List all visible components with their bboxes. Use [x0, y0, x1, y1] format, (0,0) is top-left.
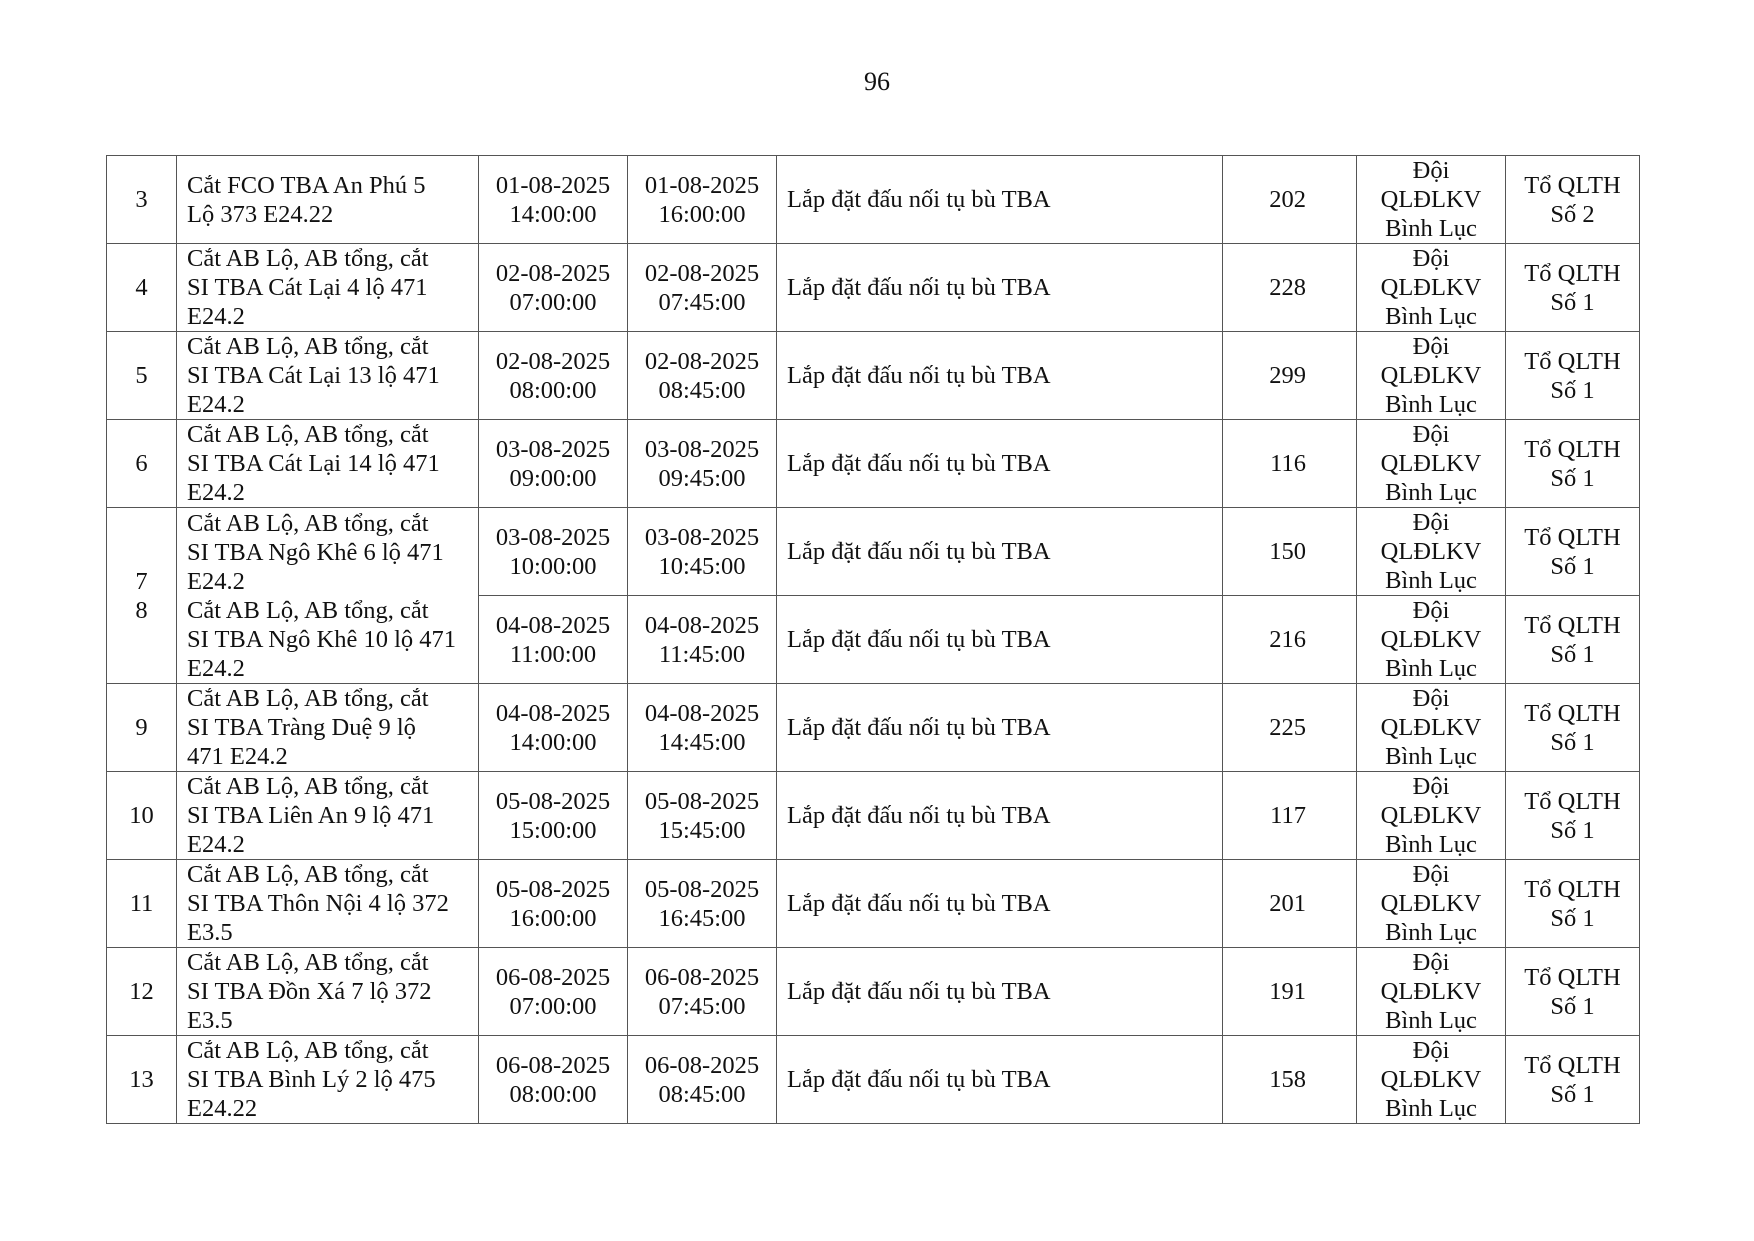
- unit-line: Đội: [1412, 597, 1450, 624]
- unit-line: Đội: [1412, 421, 1450, 448]
- unit-line: QLĐLKV: [1380, 1066, 1482, 1093]
- outage-schedule-table: [106, 155, 1640, 1124]
- row-number-cell: [107, 420, 177, 508]
- description-line: SI TBA Tràng Duệ 9 lộ: [187, 714, 416, 741]
- start-time: 09:00:00: [509, 464, 597, 492]
- start-date: 06-08-2025: [495, 963, 611, 991]
- unit-line: QLĐLKV: [1380, 186, 1482, 213]
- end-time: 08:45:00: [658, 1080, 746, 1108]
- start-date: 02-08-2025: [495, 347, 611, 375]
- customer-count-cell: [1223, 508, 1357, 596]
- customer-count-cell: [1223, 156, 1357, 244]
- unit-line: Đội: [1412, 1037, 1450, 1064]
- row-number-cell: [107, 508, 177, 684]
- customer-count: 191: [1269, 978, 1306, 1005]
- customer-count: 150: [1269, 538, 1306, 565]
- unit-line: QLĐLKV: [1380, 538, 1482, 565]
- start-date: 03-08-2025: [495, 435, 611, 463]
- customer-count-cell: [1223, 420, 1357, 508]
- description-line: Lộ 373 E24.22: [187, 200, 334, 228]
- work-content: Lắp đặt đấu nối tụ bù TBA: [787, 978, 1051, 1005]
- start-date: 05-08-2025: [495, 875, 611, 903]
- start-date: 03-08-2025: [495, 523, 611, 551]
- work-content: Lắp đặt đấu nối tụ bù TBA: [787, 626, 1051, 653]
- end-date: 02-08-2025: [644, 347, 760, 375]
- end-date: 01-08-2025: [644, 171, 760, 199]
- description-line: E24.2: [187, 654, 245, 682]
- end-time-cell: [628, 420, 777, 508]
- work-content-cell: [777, 332, 1223, 420]
- end-time-cell: [628, 948, 777, 1036]
- customer-count-cell: [1223, 1036, 1357, 1124]
- unit-cell: [1357, 860, 1506, 948]
- start-date: 01-08-2025: [495, 171, 611, 199]
- end-date: 05-08-2025: [644, 787, 760, 815]
- description-line: E24.2: [187, 479, 245, 506]
- end-time: 08:45:00: [658, 376, 746, 404]
- customer-count: 117: [1270, 802, 1306, 829]
- description-line: SI TBA Ngô Khê 6 lộ 471: [187, 538, 444, 566]
- table-row: [107, 508, 1640, 596]
- unit-cell: [1357, 772, 1506, 860]
- start-time-cell: [479, 1036, 628, 1124]
- row-number: 6: [135, 450, 148, 477]
- customer-count: 225: [1269, 714, 1306, 741]
- team-line: Số 1: [1550, 1080, 1595, 1108]
- description-line: Cắt AB Lộ, AB tổng, cắt: [187, 1037, 429, 1064]
- team-cell: [1506, 156, 1640, 244]
- start-date: 04-08-2025: [495, 699, 611, 727]
- work-content-cell: [777, 156, 1223, 244]
- team-cell: [1506, 332, 1640, 420]
- description-line: SI TBA Cát Lại 14 lộ 471: [187, 450, 440, 477]
- start-time: 10:00:00: [509, 552, 597, 580]
- unit-cell: [1357, 244, 1506, 332]
- end-time: 09:45:00: [658, 464, 746, 492]
- end-time-cell: [628, 244, 777, 332]
- start-time-cell: [479, 244, 628, 332]
- work-content-cell: [777, 508, 1223, 596]
- description-line: SI TBA Đồn Xá 7 lộ 372: [187, 978, 432, 1005]
- table-row: [107, 244, 1640, 332]
- outage-description-cell: [177, 244, 479, 332]
- outage-description-cell: [177, 420, 479, 508]
- table-row: [107, 420, 1640, 508]
- team-cell: [1506, 948, 1640, 1036]
- outage-description-cell: [177, 860, 479, 948]
- description-line: E3.5: [187, 1007, 233, 1034]
- unit-cell: [1357, 596, 1506, 684]
- end-date: 04-08-2025: [644, 699, 760, 727]
- team-line: Số 1: [1550, 728, 1595, 756]
- table-row: [107, 772, 1640, 860]
- team-line: Tổ QLTH: [1524, 699, 1621, 727]
- end-date: 03-08-2025: [644, 435, 760, 463]
- row-number: 7: [135, 567, 148, 595]
- team-line: Số 1: [1550, 464, 1595, 492]
- work-content-cell: [777, 684, 1223, 772]
- end-date: 06-08-2025: [644, 1051, 760, 1079]
- start-time-cell: [479, 596, 628, 684]
- description-line: E24.2: [187, 303, 245, 330]
- unit-line: QLĐLKV: [1380, 450, 1482, 477]
- team-line: Tổ QLTH: [1524, 171, 1621, 199]
- end-time: 16:45:00: [658, 904, 746, 932]
- unit-line: Bình Lục: [1385, 743, 1477, 770]
- row-number-cell: [107, 860, 177, 948]
- work-content: Lắp đặt đấu nối tụ bù TBA: [787, 1066, 1051, 1093]
- unit-line: Đội: [1412, 949, 1450, 976]
- unit-line: Bình Lục: [1385, 479, 1477, 506]
- end-time-cell: [628, 1036, 777, 1124]
- team-cell: [1506, 244, 1640, 332]
- end-time-cell: [628, 684, 777, 772]
- row-number-cell: [107, 772, 177, 860]
- work-content: Lắp đặt đấu nối tụ bù TBA: [787, 274, 1051, 301]
- start-time-cell: [479, 332, 628, 420]
- customer-count-cell: [1223, 772, 1357, 860]
- team-cell: [1506, 420, 1640, 508]
- end-date: 02-08-2025: [644, 259, 760, 287]
- unit-cell: [1357, 420, 1506, 508]
- team-line: Tổ QLTH: [1524, 523, 1621, 551]
- end-date: 05-08-2025: [644, 875, 760, 903]
- table-row: [107, 156, 1640, 244]
- customer-count: 158: [1269, 1066, 1306, 1093]
- customer-count-cell: [1223, 596, 1357, 684]
- work-content-cell: [777, 1036, 1223, 1124]
- unit-line: Đội: [1412, 861, 1450, 888]
- row-number-cell: [107, 948, 177, 1036]
- customer-count-cell: [1223, 332, 1357, 420]
- row-number: 5: [135, 362, 148, 389]
- unit-line: QLĐLKV: [1380, 626, 1482, 653]
- customer-count: 299: [1269, 362, 1306, 389]
- start-date: 02-08-2025: [495, 259, 611, 287]
- customer-count: 228: [1269, 274, 1306, 301]
- start-time-cell: [479, 420, 628, 508]
- start-time: 11:00:00: [509, 640, 597, 668]
- end-time: 10:45:00: [658, 552, 746, 580]
- start-time: 07:00:00: [509, 288, 597, 316]
- unit-line: Đội: [1412, 245, 1450, 272]
- description-line: Cắt AB Lộ, AB tổng, cắt: [187, 949, 429, 976]
- unit-line: QLĐLKV: [1380, 802, 1482, 829]
- end-date: 03-08-2025: [644, 523, 760, 551]
- customer-count-cell: [1223, 860, 1357, 948]
- table-row: [107, 860, 1640, 948]
- description-line: E24.22: [187, 1095, 258, 1122]
- end-time: 07:45:00: [658, 992, 746, 1020]
- unit-line: Bình Lục: [1385, 215, 1477, 242]
- work-content: Lắp đặt đấu nối tụ bù TBA: [787, 802, 1051, 829]
- work-content: Lắp đặt đấu nối tụ bù TBA: [787, 714, 1051, 741]
- end-time: 14:45:00: [658, 728, 746, 756]
- team-line: Tổ QLTH: [1524, 611, 1621, 639]
- team-cell: [1506, 1036, 1640, 1124]
- start-date: 05-08-2025: [495, 787, 611, 815]
- team-line: Tổ QLTH: [1524, 787, 1621, 815]
- row-number: 9: [135, 714, 148, 741]
- outage-description-cell: [177, 156, 479, 244]
- row-number: 8: [135, 596, 148, 624]
- team-line: Số 2: [1550, 200, 1595, 228]
- description-line: Cắt AB Lộ, AB tổng, cắt: [187, 245, 429, 272]
- end-time-cell: [628, 508, 777, 596]
- work-content: Lắp đặt đấu nối tụ bù TBA: [787, 538, 1051, 565]
- description-line: SI TBA Cát Lại 4 lộ 471: [187, 274, 428, 301]
- unit-line: Bình Lục: [1385, 655, 1477, 682]
- outage-description-cell: [177, 1036, 479, 1124]
- start-time: 07:00:00: [509, 992, 597, 1020]
- unit-line: Đội: [1412, 157, 1450, 184]
- customer-count: 201: [1269, 890, 1306, 917]
- work-content: Lắp đặt đấu nối tụ bù TBA: [787, 450, 1051, 477]
- description-line: Cắt AB Lộ, AB tổng, cắt: [187, 861, 429, 888]
- start-time-cell: [479, 860, 628, 948]
- row-number-cell: [107, 156, 177, 244]
- unit-line: Bình Lục: [1385, 919, 1477, 946]
- description-line: Cắt AB Lộ, AB tổng, cắt: [187, 685, 429, 712]
- start-date: 06-08-2025: [495, 1051, 611, 1079]
- description-line: Cắt AB Lộ, AB tổng, cắt: [187, 773, 429, 800]
- work-content-cell: [777, 860, 1223, 948]
- end-time-cell: [628, 332, 777, 420]
- end-time-cell: [628, 156, 777, 244]
- team-line: Số 1: [1550, 640, 1595, 668]
- work-content-cell: [777, 772, 1223, 860]
- end-time-cell: [628, 772, 777, 860]
- team-line: Tổ QLTH: [1524, 435, 1621, 463]
- start-time: 14:00:00: [509, 728, 597, 756]
- description-line: Cắt AB Lộ, AB tổng, cắt: [187, 596, 429, 624]
- row-number: 12: [129, 978, 154, 1005]
- end-date: 04-08-2025: [644, 611, 760, 639]
- unit-line: Bình Lục: [1385, 567, 1477, 594]
- unit-line: Bình Lục: [1385, 391, 1477, 418]
- unit-cell: [1357, 1036, 1506, 1124]
- row-number: 13: [129, 1066, 154, 1093]
- team-line: Số 1: [1550, 992, 1595, 1020]
- unit-cell: [1357, 332, 1506, 420]
- team-line: Số 1: [1550, 376, 1595, 404]
- description-line: 471 E24.2: [187, 743, 288, 770]
- work-content: Lắp đặt đấu nối tụ bù TBA: [787, 890, 1051, 917]
- unit-line: Bình Lục: [1385, 1095, 1477, 1122]
- team-cell: [1506, 772, 1640, 860]
- description-line: SI TBA Bình Lý 2 lộ 475: [187, 1066, 436, 1093]
- team-cell: [1506, 596, 1640, 684]
- outage-description-cell: [177, 508, 479, 684]
- end-time-cell: [628, 860, 777, 948]
- start-time-cell: [479, 684, 628, 772]
- start-time-cell: [479, 508, 628, 596]
- description-line: E24.2: [187, 567, 245, 595]
- team-line: Số 1: [1550, 816, 1595, 844]
- outage-description-cell: [177, 772, 479, 860]
- work-content-cell: [777, 244, 1223, 332]
- end-time: 11:45:00: [658, 640, 746, 668]
- customer-count-cell: [1223, 948, 1357, 1036]
- team-line: Số 1: [1550, 552, 1595, 580]
- row-number: 4: [135, 274, 148, 301]
- unit-cell: [1357, 508, 1506, 596]
- unit-cell: [1357, 948, 1506, 1036]
- work-content-cell: [777, 420, 1223, 508]
- description-line: Cắt AB Lộ, AB tổng, cắt: [187, 421, 429, 448]
- customer-count: 116: [1270, 450, 1306, 477]
- table-row: [107, 1036, 1640, 1124]
- team-cell: [1506, 860, 1640, 948]
- start-time-cell: [479, 156, 628, 244]
- work-content: Lắp đặt đấu nối tụ bù TBA: [787, 362, 1051, 389]
- start-time: 16:00:00: [509, 904, 597, 932]
- table-row: [107, 684, 1640, 772]
- end-time: 16:00:00: [658, 200, 746, 228]
- work-content-cell: [777, 948, 1223, 1036]
- description-line: Cắt AB Lộ, AB tổng, cắt: [187, 509, 429, 537]
- unit-line: QLĐLKV: [1380, 714, 1482, 741]
- customer-count: 202: [1269, 186, 1306, 213]
- team-line: Số 1: [1550, 288, 1595, 316]
- unit-line: Bình Lục: [1385, 303, 1477, 330]
- row-number: 11: [129, 890, 154, 917]
- start-time-cell: [479, 772, 628, 860]
- table-row: [107, 948, 1640, 1036]
- team-line: Tổ QLTH: [1524, 875, 1621, 903]
- unit-line: Đội: [1412, 333, 1450, 360]
- start-time: 08:00:00: [509, 1080, 597, 1108]
- unit-line: Đội: [1412, 509, 1450, 536]
- unit-line: QLĐLKV: [1380, 274, 1482, 301]
- customer-count-cell: [1223, 684, 1357, 772]
- description-line: Cắt FCO TBA An Phú 5: [187, 171, 426, 199]
- team-line: Tổ QLTH: [1524, 963, 1621, 991]
- unit-line: Bình Lục: [1385, 831, 1477, 858]
- start-time: 15:00:00: [509, 816, 597, 844]
- end-time-cell: [628, 596, 777, 684]
- description-line: SI TBA Ngô Khê 10 lộ 471: [187, 625, 457, 653]
- row-number: 10: [129, 802, 154, 829]
- page-number: 96: [864, 67, 890, 96]
- customer-count: 216: [1269, 626, 1306, 653]
- description-line: E24.2: [187, 391, 245, 418]
- start-time-cell: [479, 948, 628, 1036]
- row-number-cell: [107, 244, 177, 332]
- end-time: 07:45:00: [658, 288, 746, 316]
- unit-line: QLĐLKV: [1380, 362, 1482, 389]
- description-line: SI TBA Cát Lại 13 lộ 471: [187, 362, 440, 389]
- team-line: Tổ QLTH: [1524, 259, 1621, 287]
- team-line: Tổ QLTH: [1524, 1051, 1621, 1079]
- team-line: Tổ QLTH: [1524, 347, 1621, 375]
- end-time: 15:45:00: [658, 816, 746, 844]
- start-date: 04-08-2025: [495, 611, 611, 639]
- team-cell: [1506, 684, 1640, 772]
- work-content-cell: [777, 596, 1223, 684]
- customer-count-cell: [1223, 244, 1357, 332]
- unit-cell: [1357, 156, 1506, 244]
- row-number: 3: [135, 186, 148, 213]
- row-number-cell: [107, 684, 177, 772]
- team-line: Số 1: [1550, 904, 1595, 932]
- unit-line: Đội: [1412, 685, 1450, 712]
- unit-line: Đội: [1412, 773, 1450, 800]
- row-number-cell: [107, 332, 177, 420]
- unit-line: QLĐLKV: [1380, 890, 1482, 917]
- description-line: E24.2: [187, 831, 245, 858]
- table-row: [107, 332, 1640, 420]
- unit-cell: [1357, 684, 1506, 772]
- row-number-cell: [107, 1036, 177, 1124]
- start-time: 08:00:00: [509, 376, 597, 404]
- outage-description-cell: [177, 332, 479, 420]
- description-line: E3.5: [187, 919, 233, 946]
- unit-line: QLĐLKV: [1380, 978, 1482, 1005]
- team-cell: [1506, 508, 1640, 596]
- start-time: 14:00:00: [509, 200, 597, 228]
- unit-line: Bình Lục: [1385, 1007, 1477, 1034]
- outage-description-cell: [177, 684, 479, 772]
- description-line: SI TBA Liên An 9 lộ 471: [187, 802, 435, 829]
- outage-description-cell: [177, 948, 479, 1036]
- description-line: SI TBA Thôn Nội 4 lộ 372: [187, 890, 449, 917]
- end-date: 06-08-2025: [644, 963, 760, 991]
- work-content: Lắp đặt đấu nối tụ bù TBA: [787, 186, 1051, 213]
- description-line: Cắt AB Lộ, AB tổng, cắt: [187, 333, 429, 360]
